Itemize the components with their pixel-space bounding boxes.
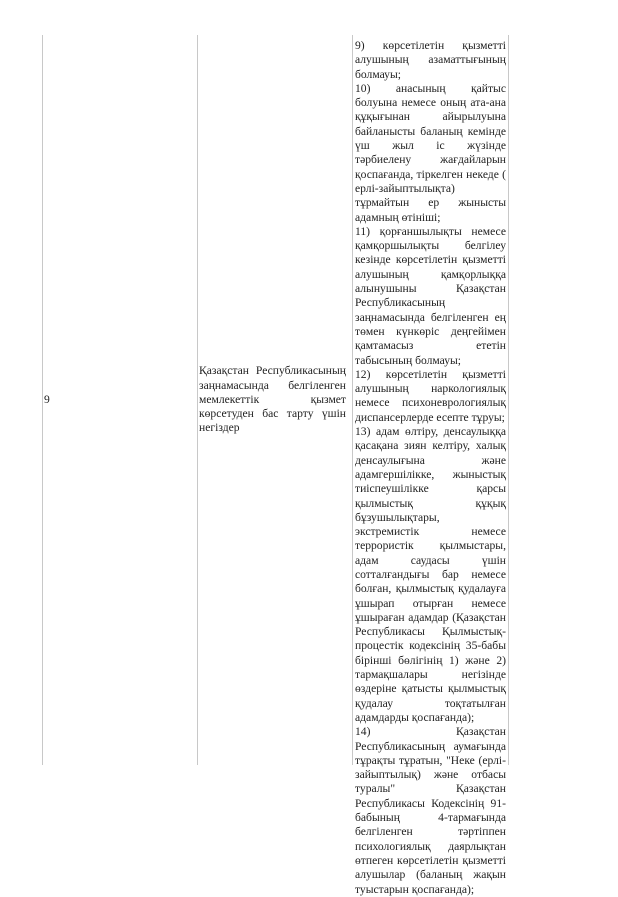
- table-border-col3: [352, 35, 353, 765]
- table-border-left: [42, 35, 43, 765]
- row-number: 9: [44, 392, 50, 406]
- list-item: 13) адам өлтіру, денсаулыққа қасақана зиян келтіру, халық денсаулығына және адамгершілікке, жыныстық тиіспеушілікке қарсы қылмыстық құқық бұзушылықтары, экстремистік немесе террористік қылмыстары, адам саудасы үшін сотталғандығы бар немесе болған, қылмыстық қудалауға ұшырап отырған немесе ұшыраған адамдар (Қазақстан Республикасы Қылмыстық-процестік кодексінің 35-бабы бірінші бөлігінің 1) және 2) тармақшалары негізінде өздеріне қатысты қылмыстық қудалау тоқтатылған адамдарды қоспағанда);: [355, 425, 506, 724]
- table-border-col2: [197, 35, 198, 765]
- row-title-cell: [199, 35, 346, 765]
- list-item: 12) көрсетілетін қызметті алушының наркологиялық немесе психоневрологиялық диспансерлерде есепте тұруы;: [355, 367, 506, 424]
- list-item: 9) көрсетілетін қызметті алушының азаматтығының болмауы;: [355, 39, 506, 81]
- row-title: Қазақстан Республикасының заңнамасында белгіленген мемлекеттік қызмет көрсетуден бас тарту үшін негіздер: [199, 364, 346, 435]
- row-items-cell: [355, 35, 506, 896]
- list-item: 14) Қазақстан Республикасының аумағында тұрақты тұратын, "Неке (ерлі-зайыптылық) және отбасы туралы" Қазақстан Республикасы Кодексінің 91-бабының 4-тармағында белгіленген тәртіппен психологиялық даярлықтан өтпеген көрсетілетін қызметті алушылар (баланың жақын туыстарын қоспағанда);: [355, 725, 506, 896]
- row-number-cell: [44, 35, 194, 765]
- list-item: 11) қорғаншылықты немесе қамқоршылықты белгілеу кезінде көрсетілетін қызметті алушының қамқорлыққа алынушыны Қазақстан Республикасының заңнамасында белгіленген ең төмен күнкөріс деңгейімен қамтамасыз ететін табысының болмауы;: [355, 224, 506, 367]
- list-item: 10) анасының қайтыс болуына немесе оның ата-ана құқығынан айырылуына байланысты баланың кемінде үш жыл іс жүзінде тәрбиелену жағдайларын қоспағанда, тіркелген некеде ( ерлі-зайыптылықта) тұрмайтын ер жынысты адамның өтініші;: [355, 81, 506, 224]
- table-border-right: [508, 35, 509, 765]
